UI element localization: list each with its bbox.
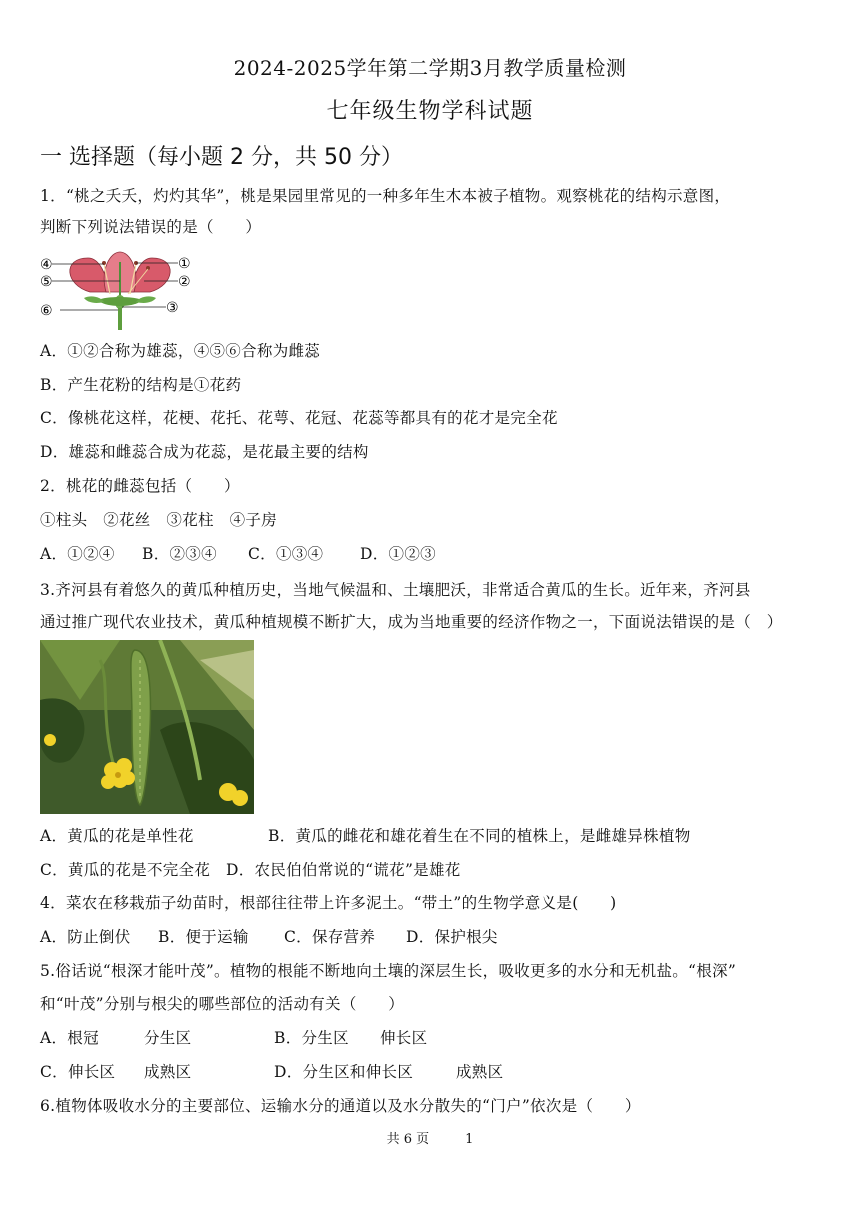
q5-option-d-part2: 成熟区: [456, 1063, 504, 1081]
q3-stem-line1: 3.齐河县有着悠久的黄瓜种植历史，当地气候温和、土壤肥沃，非常适合黄瓜的生长。近年来，齐河县: [40, 581, 751, 599]
q5-option-a-part2: 分生区: [144, 1029, 192, 1047]
q3-option-c: C．黄瓜的花是不完全花: [40, 861, 211, 879]
q3-options-row1: [40, 824, 691, 848]
q1-option-a: A．①②合称为雄蕊，④⑤⑥合称为雌蕊: [40, 342, 321, 360]
q5-option-c: C．伸长区: [40, 1063, 116, 1081]
section-heading: 一 选择题（每小题 2 分，共 50 分）: [40, 145, 403, 170]
q4-option-c: C．保存营养: [284, 928, 376, 946]
diagram-label-1: ①: [178, 256, 191, 272]
q4-stem: 4．菜农在移栽茄子幼苗时，根部往往带上许多泥土。“带土”的生物学意义是( ): [40, 894, 617, 912]
q2-option-d: D．①②③: [360, 545, 436, 563]
q5-option-d: D．分生区和伸长区: [274, 1063, 414, 1081]
q2-option-c: C．①③④: [248, 545, 324, 563]
q2-option-a: A．①②④: [40, 545, 115, 563]
q4-option-b: B．便于运输: [158, 928, 249, 946]
cucumber-photo: [40, 640, 254, 814]
q4-option-d: D．保护根尖: [406, 928, 498, 946]
q5-option-a: A．根冠: [40, 1029, 99, 1047]
exam-subtitle: 七年级生物学科试题: [326, 99, 534, 124]
q3-option-d: D．农民伯伯常说的“谎花”是雄花: [226, 861, 461, 879]
q5-option-b: B．分生区: [274, 1029, 349, 1047]
q5-option-b-part2: 伸长区: [380, 1029, 428, 1047]
q3-options-row2: [40, 858, 461, 882]
q5-option-c-part2: 成熟区: [144, 1063, 192, 1081]
q1-option-c: C．像桃花这样，花梗、花托、花萼、花冠、花蕊等都具有的花才是完全花: [40, 409, 558, 427]
q3-stem-line2: 通过推广现代农业技术，黄瓜种植规模不断扩大，成为当地重要的经济作物之一，下面说法错误的是（ ）: [40, 613, 783, 631]
page-total: 共 6 页: [386, 1132, 430, 1147]
q1-stem-line2: 判断下列说法错误的是（ ）: [40, 218, 262, 236]
q5-stem-line2: 和“叶茂”分别与根尖的哪些部位的活动有关（ ）: [40, 995, 405, 1013]
diagram-label-2: ②: [178, 274, 191, 290]
q3-option-a: A．黄瓜的花是单性花: [40, 827, 194, 845]
q2-stem: 2．桃花的雌蕊包括（ ）: [40, 477, 240, 495]
diagram-label-6: ⑥: [40, 303, 53, 319]
page-footer: [0, 1128, 860, 1147]
diagram-label-4: ④: [40, 257, 53, 273]
exam-title: 2024-2025学年第二学期3月教学质量检测: [233, 56, 627, 80]
diagram-label-3: ③: [166, 300, 179, 316]
q3-option-b: B．黄瓜的雌花和雄花着生在不同的植株上，是雌雄异株植物: [268, 827, 691, 845]
page-number: 1: [465, 1132, 474, 1147]
q2-options: [40, 542, 436, 566]
q2-option-b: B．②③④: [142, 545, 217, 563]
q5-stem-line1: 5.俗话说“根深才能叶茂”。植物的根能不断地向土壤的深层生长，吸收更多的水分和无机盐。“根深”: [40, 962, 737, 980]
q1-option-b: B．产生花粉的结构是①花药: [40, 376, 242, 394]
q4-option-a: A．防止倒伏: [40, 928, 131, 946]
q5-options-row1: [40, 1026, 427, 1050]
q2-items: ①柱头 ②花丝 ③花柱 ④子房: [40, 511, 278, 529]
q6-stem: 6.植物体吸收水分的主要部位、运输水分的通道以及水分散失的“门户”依次是（ ）: [40, 1097, 641, 1115]
q5-options-row2: [40, 1060, 503, 1084]
q1-stem-line1: 1．“桃之夭夭，灼灼其华”，桃是果园里常见的一种多年生木本被子植物。观察桃花的结构示意图，: [40, 187, 731, 205]
q4-options: [40, 925, 498, 949]
diagram-label-5: ⑤: [40, 274, 53, 290]
q1-option-d: D．雄蕊和雌蕊合成为花蕊，是花最主要的结构: [40, 443, 369, 461]
peach-flower-diagram: [40, 250, 200, 332]
